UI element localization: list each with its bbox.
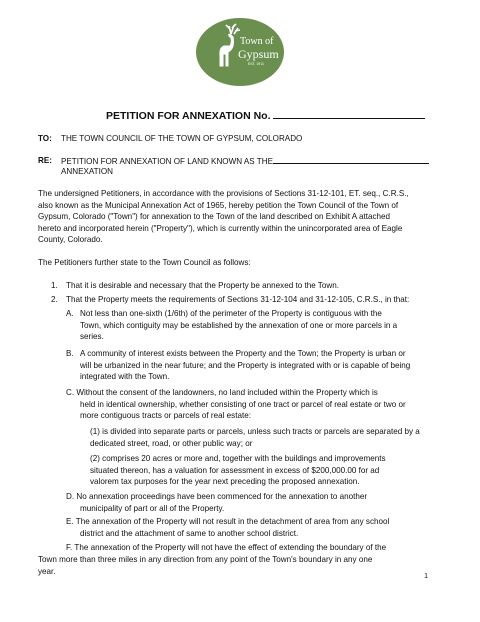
intro-line-3: Gypsum, Colorado ("Town") for annexation to the Town of the land described on Exhibit A attached — [38, 212, 391, 221]
item-2-number: 2. — [51, 295, 58, 304]
item-c1-line-2: dedicated street, road, or other public way; or — [90, 438, 253, 448]
item-c-line-2: held in identical ownership, whether consisting of one tract or parcel of real estate or two or — [80, 399, 406, 409]
logo-est: EST. 1911 — [248, 62, 264, 66]
item-e-line-2: district and the attachment of same to another school district. — [80, 528, 299, 538]
item-a-line-3: series. — [80, 332, 104, 341]
item-c-line-3: more contiguous tracts or parcels of real estate: — [80, 411, 251, 420]
item-b-number: B. — [66, 349, 74, 358]
item-b-line-3: integrated with the Town. — [80, 372, 170, 381]
item-d-line-1: D. No annexation proceedings have been commenced for the annexation to another — [66, 492, 368, 501]
item-b-line-1: A community of interest exists between the Property and the Town; the Property is urban or — [80, 349, 406, 358]
item-f-line-3: year. — [38, 567, 56, 576]
item-c1-line-1: (1) is divided into separate parts or parcels, unless such tracts or parcels are separated by a — [90, 427, 420, 436]
item-f-line-2: Town more than three miles in any direction from any point of the Town's boundary in any one — [38, 555, 373, 564]
document-title — [106, 108, 425, 122]
logo-line2: Gypsum — [238, 47, 279, 61]
logo-line1: Town of — [240, 36, 274, 47]
intro-line-4: hereto and incorporated herein ("Property"), which is currently within the unincorporated area of Eagle — [38, 223, 403, 233]
item-e-line-1: E. The annexation of the Property will not result in the detachment of area from any school — [66, 517, 390, 526]
page-number: 1 — [424, 573, 428, 580]
item-c2-line-2: situated thereon, has a valuation for assessment in excess of $200,000.00 for ad — [90, 465, 380, 475]
item-a-line-2: Town, which contiguity may be established by the annexation of one or more parcels in a — [80, 320, 398, 330]
further-statement: The Petitioners further state to the Town Council as follows: — [38, 258, 251, 267]
town-logo — [196, 16, 284, 88]
annexation-number-blank — [273, 108, 425, 119]
to-text: THE TOWN COUNCIL OF THE TOWN OF GYPSUM, COLORADO — [61, 134, 303, 143]
title-text: PETITION FOR ANNEXATION No. — [106, 110, 271, 122]
re-label: RE: — [38, 156, 52, 165]
item-2-text: That the Property meets the requirements of Sections 31-12-104 and 31-12-105, C.R.S., in that: — [66, 295, 410, 304]
item-c-line-1: C. Without the consent of the landowners, no land included within the Property which is — [66, 388, 378, 397]
to-label: TO: — [38, 134, 52, 143]
item-a-number: A. — [66, 309, 74, 318]
item-c2-line-3: valorem tax purposes for the year next preceding the proposed annexation. — [90, 477, 360, 486]
intro-line-2: also known as the Municipal Annexation Act of 1965, hereby petition the Town Council of the Town of — [38, 200, 399, 210]
item-a-line-1: Not less than one-sixth (1/6th) of the perimeter of the Property is contiguous with the — [80, 309, 382, 318]
re-line1 — [61, 155, 429, 167]
item-d-line-2: municipality of part or all of the Property. — [80, 503, 225, 513]
property-name-blank — [273, 155, 429, 164]
re-text2: ANNEXATION — [61, 167, 114, 176]
re-text1: PETITION FOR ANNEXATION OF LAND KNOWN AS THE — [61, 157, 273, 166]
intro-line-5: County, Colorado. — [38, 235, 103, 244]
item-1-number: 1. — [51, 281, 58, 290]
item-c2-line-1: (2) comprises 20 acres or more and, together with the buildings and improvements — [90, 454, 386, 463]
item-1-text: That it is desirable and necessary that the Property be annexed to the Town. — [66, 281, 339, 290]
intro-line-1: The undersigned Petitioners, in accordance with the provisions of Sections 31-12-101, ET. seq., C.R.S., — [38, 189, 409, 198]
item-b-line-2: will be urbanized in the near future; and the Property is integrated with or is capable of being — [80, 360, 411, 370]
item-f-line-1: F. The annexation of the Property will not have the effect of extending the boundary of the — [66, 543, 387, 552]
